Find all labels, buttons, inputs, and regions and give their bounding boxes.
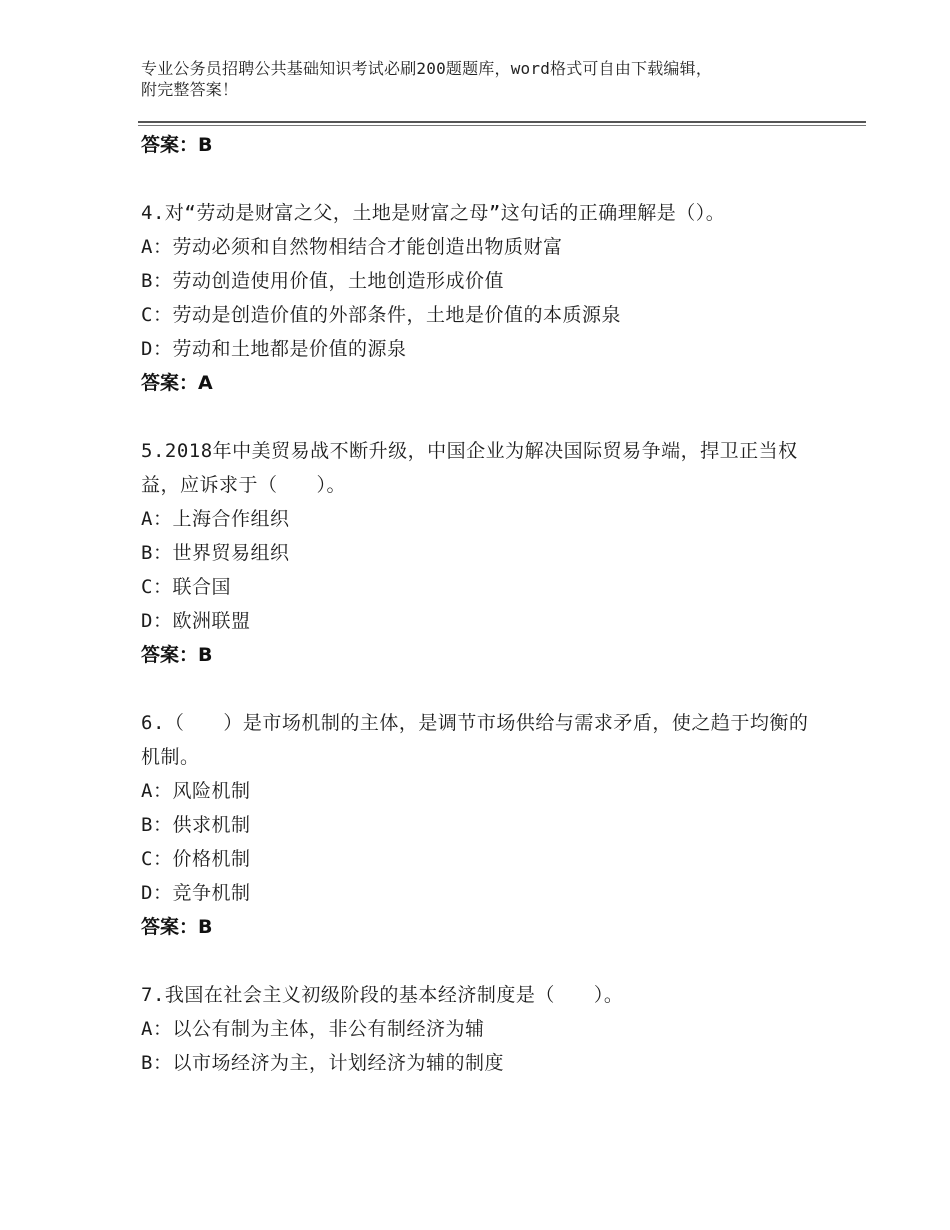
question-stem: 4.对“劳动是财富之父，土地是财富之母”这句话的正确理解是（）。 <box>141 202 726 224</box>
question-answer: 答案：A <box>141 372 213 394</box>
option-a: A：劳动必须和自然物相结合才能创造出物质财富 <box>141 236 563 258</box>
question-6 <box>141 706 821 944</box>
option-c: C：联合国 <box>141 576 231 598</box>
previous-answer: 答案：B <box>141 134 213 156</box>
document-header <box>141 58 861 100</box>
question-stem: 6.（ ）是市场机制的主体，是调节市场供给与需求矛盾，使之趋于均衡的机制。 <box>141 712 809 768</box>
question-list <box>141 128 821 1080</box>
option-a: A：以公有制为主体，非公有制经济为辅 <box>141 1018 485 1040</box>
header-title-line-2: 附完整答案！ <box>141 80 239 99</box>
option-b: B：劳动创造使用价值，土地创造形成价值 <box>141 270 504 292</box>
option-c: C：价格机制 <box>141 848 251 870</box>
question-7 <box>141 978 821 1080</box>
option-d: D：劳动和土地都是价值的源泉 <box>141 338 407 360</box>
header-divider-thick <box>138 121 866 123</box>
header-divider-thin <box>138 125 866 126</box>
option-b: B：供求机制 <box>141 814 251 836</box>
option-b: B：世界贸易组织 <box>141 542 290 564</box>
question-answer: 答案：B <box>141 644 213 666</box>
option-c: C：劳动是创造价值的外部条件，土地是价值的本质源泉 <box>141 304 621 326</box>
option-d: D：欧洲联盟 <box>141 610 251 632</box>
question-5 <box>141 434 821 672</box>
option-b: B：以市场经济为主，计划经济为辅的制度 <box>141 1052 504 1074</box>
header-title-line-1: 专业公务员招聘公共基础知识考试必刷200题题库，word格式可自由下载编辑， <box>141 59 713 78</box>
question-4 <box>141 196 821 400</box>
question-stem: 5.2018年中美贸易战不断升级，中国企业为解决国际贸易争端，捍卫正当权益，应诉求于（ ）。 <box>141 440 798 496</box>
question-stem: 7.我国在社会主义初级阶段的基本经济制度是（ ）。 <box>141 984 624 1006</box>
option-d: D：竞争机制 <box>141 882 251 904</box>
option-a: A：风险机制 <box>141 780 251 802</box>
question-answer: 答案：B <box>141 916 213 938</box>
option-a: A：上海合作组织 <box>141 508 290 530</box>
